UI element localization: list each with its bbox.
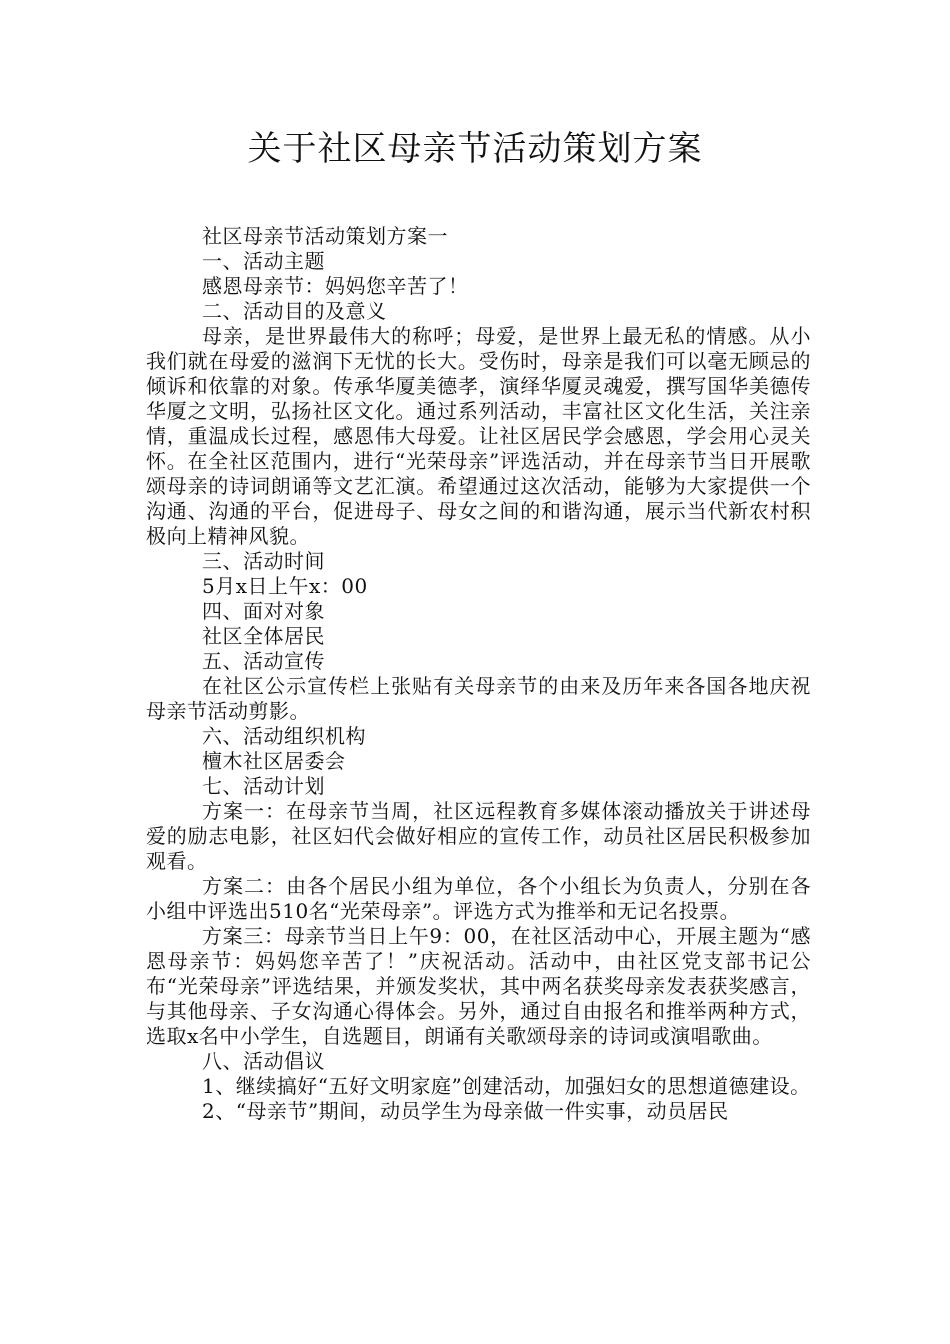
paragraph: 六、活动组织机构 — [202, 724, 366, 748]
paragraph: 二、活动目的及意义 — [202, 299, 387, 323]
document-body — [146, 224, 811, 1124]
paragraph: 一、活动主题 — [202, 249, 325, 273]
paragraph: 檀木社区居委会 — [202, 749, 346, 773]
paragraph: 方案一：在母亲节当周，社区远程教育多媒体滚动播放关于讲述母爱的励志电影，社区妇代会做好相应的宣传工作，动员社区居民积极参加观看。 — [146, 799, 811, 873]
paragraph: 五、活动宣传 — [202, 649, 325, 673]
paragraph: 四、面对对象 — [202, 599, 325, 623]
paragraph: 社区全体居民 — [202, 624, 325, 648]
paragraph: 七、活动计划 — [202, 774, 325, 798]
paragraph: 在社区公示宣传栏上张贴有关母亲节的由来及历年来各国各地庆祝母亲节活动剪影。 — [146, 674, 811, 723]
paragraph: 母亲，是世界最伟大的称呼；母爱，是世界上最无私的情感。从小我们就在母爱的滋润下无忧的长大。受伤时，母亲是我们可以毫无顾忌的倾诉和依靠的对象。传承华厦美德孝，演绎华厦灵魂爱，撰写国华美德传华厦之文明，弘扬社区文化。通过系列活动，丰富社区文化生活，关注亲情，重温成长过程，感恩伟大母爱。让社区居民学会感恩，学会用心灵关怀。在全社区范围内，进行“光荣母亲”评选活动，并在母亲节当日开展歌颂母亲的诗词朗诵等文艺汇演。希望通过这次活动，能够为大家提供一个沟通、沟通的平台，促进母子、母女之间的和谐沟通，展示当代新农村积极向上精神风貌。 — [146, 324, 811, 548]
paragraph: 三、活动时间 — [202, 549, 325, 573]
paragraph: 2、“母亲节”期间，动员学生为母亲做一件实事，动员居民 — [202, 1099, 729, 1123]
document-title: 关于社区母亲节活动策划方案 — [247, 129, 703, 169]
paragraph: 社区母亲节活动策划方案一 — [202, 224, 448, 248]
paragraph: 方案二：由各个居民小组为单位，各个小组长为负责人，分别在各小组中评选出510名“光荣母亲”。评选方式为推举和无记名投票。 — [146, 874, 811, 923]
paragraph: 方案三：母亲节当日上午9：00，在社区活动中心，开展主题为“感恩母亲节：妈妈您辛苦了！”庆祝活动。活动中，由社区党支部书记公布“光荣母亲”评选结果，并颁发奖状，其中两名获奖母亲发表获奖感言，与其他母亲、子女沟通心得体会。另外，通过自由报名和推举两种方式，选取x名中小学生，自选题目，朗诵有关歌颂母亲的诗词或演唱歌曲。 — [146, 924, 811, 1048]
paragraph: 5月x日上午x：00 — [202, 574, 368, 598]
paragraph: 1、继续搞好“五好文明家庭”创建活动，加强妇女的思想道德建设。 — [202, 1074, 811, 1098]
paragraph: 感恩母亲节：妈妈您辛苦了！ — [202, 274, 469, 298]
paragraph: 八、活动倡议 — [202, 1049, 325, 1073]
